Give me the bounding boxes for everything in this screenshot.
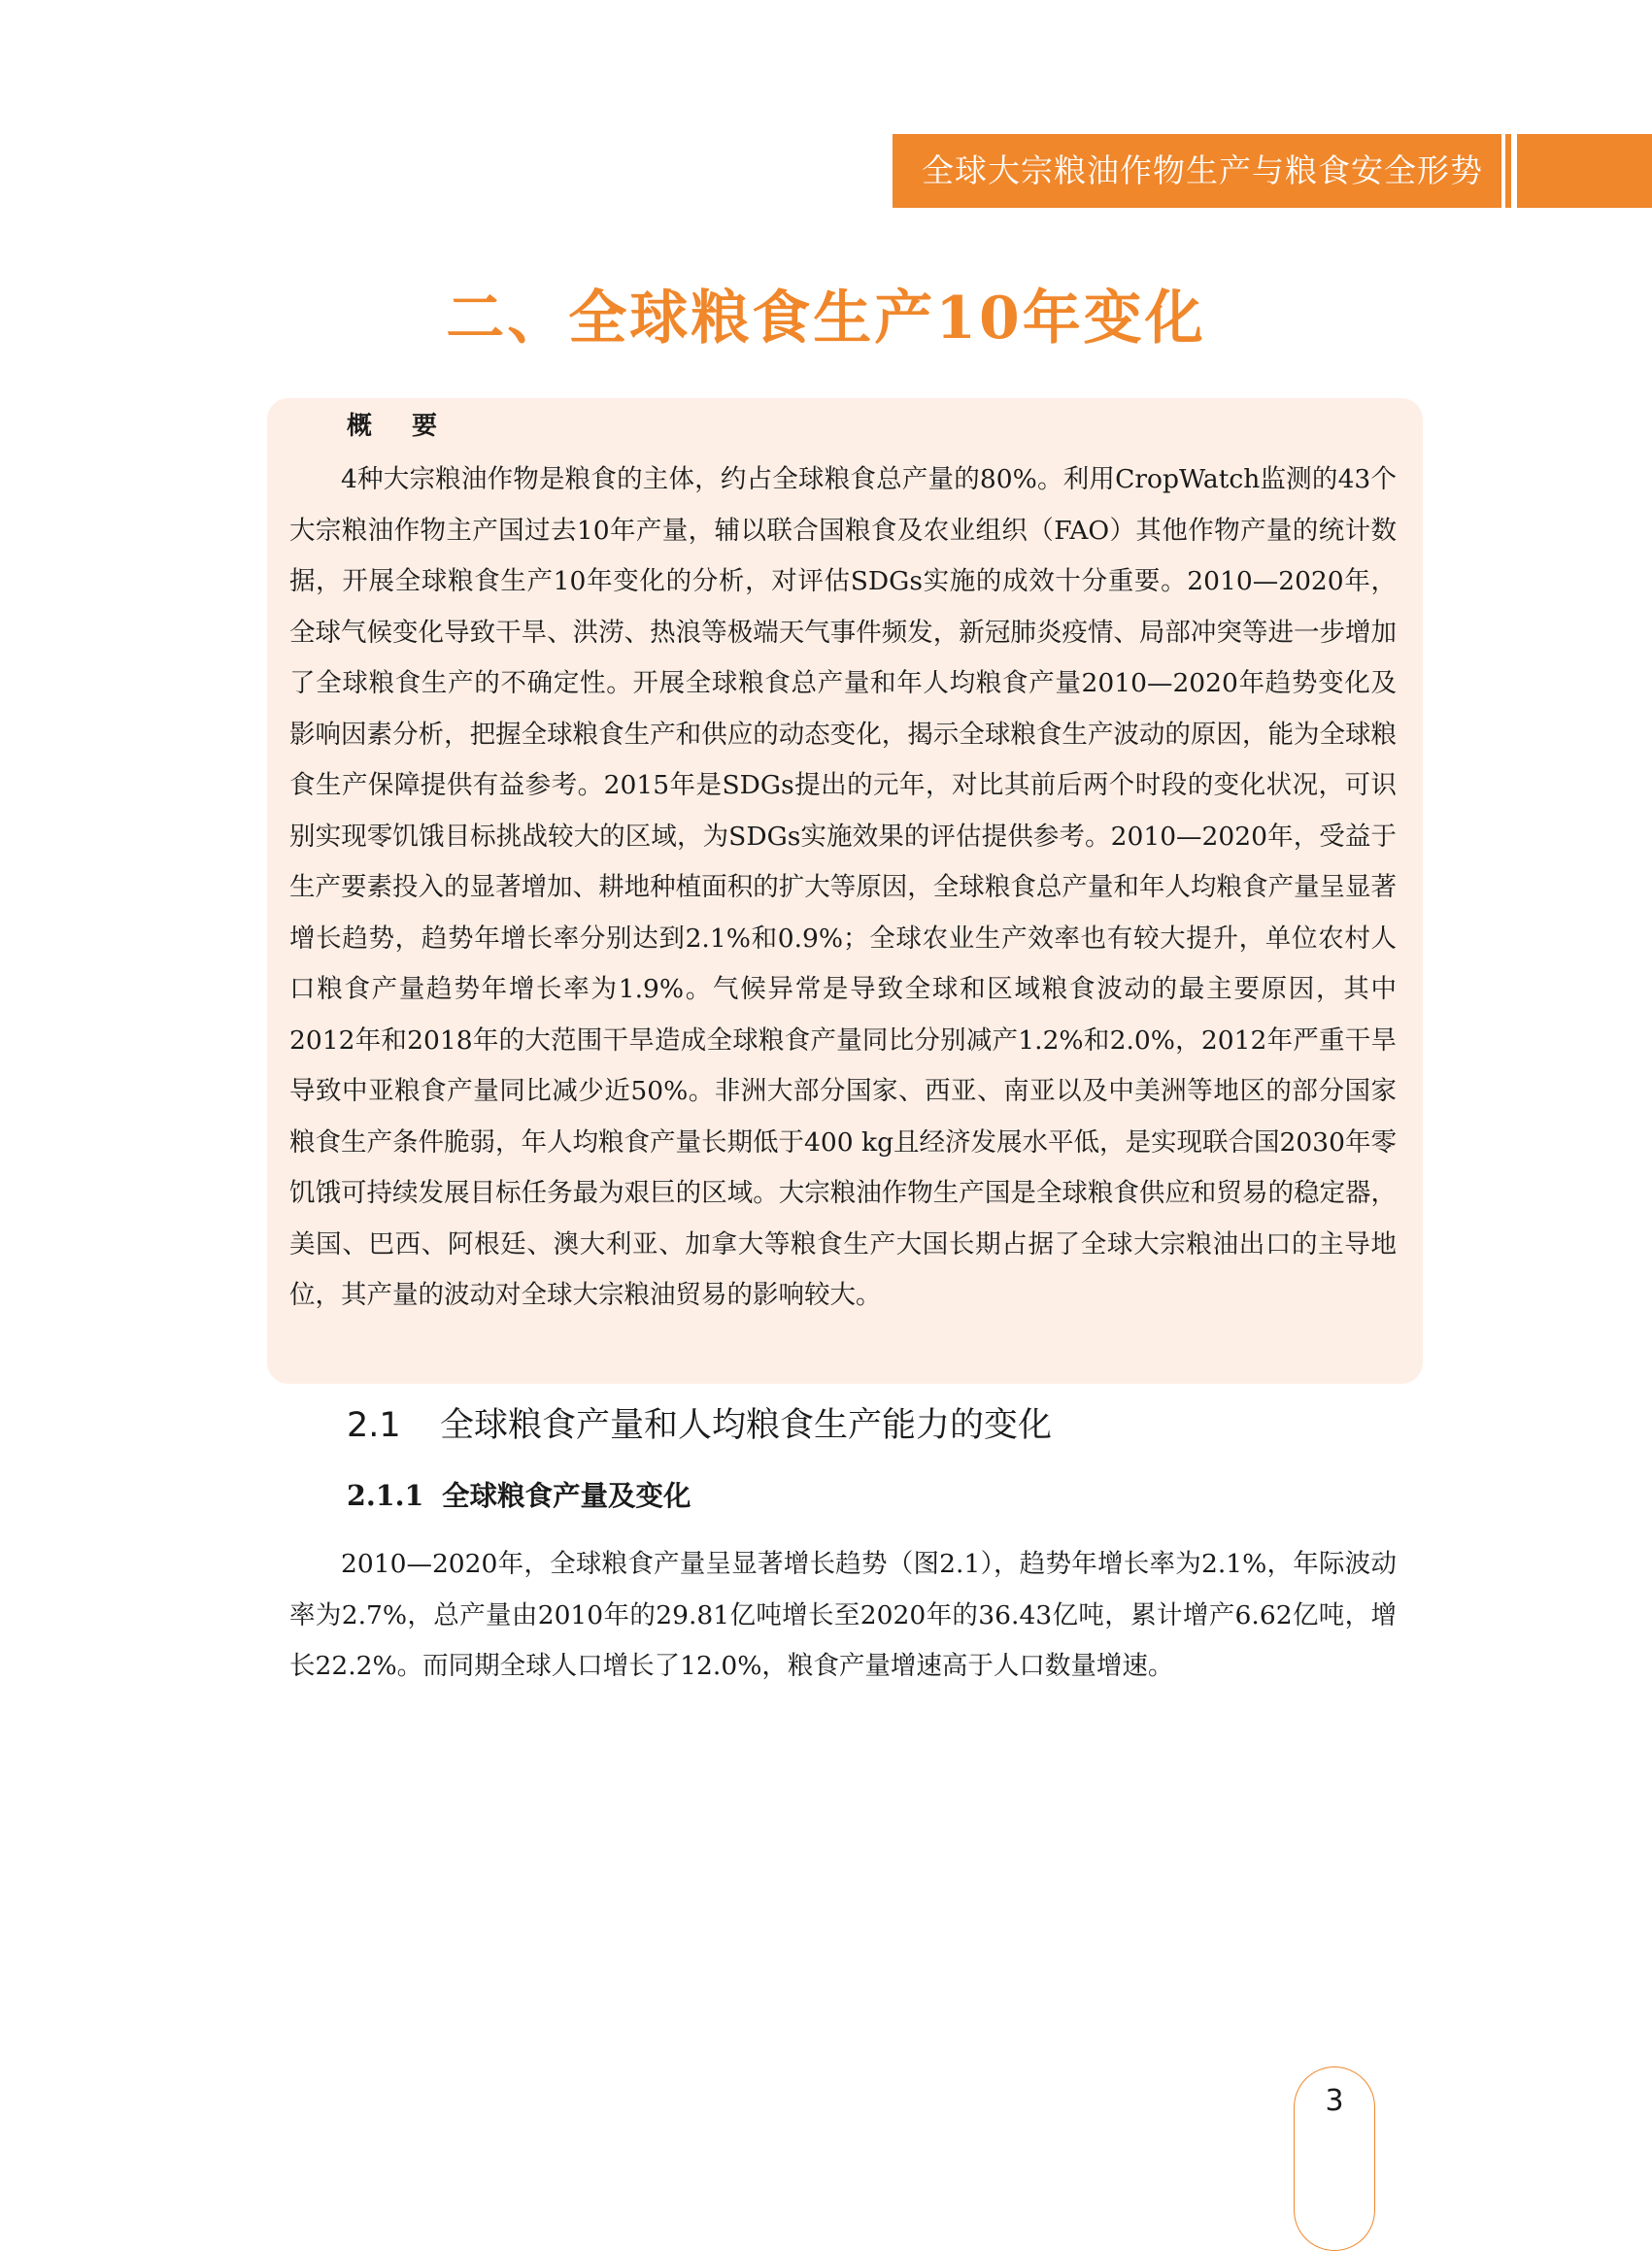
summary-paragraph: 4种大宗粮油作物是粮食的主体，约占全球粮食总产量的80%。利用CropWatch监测的43个大宗粮油作物主产国过去10年产量，辅以联合国粮食及农业组织（FAO）其他作物产量的统计数据，开展全球粮食生产10年变化的分析，对评估SDGs实施的成效十分重要。2010—2020年，全球气候变化导致干旱、洪涝、热浪等极端天气事件频发，新冠肺炎疫情、局部冲突等进一步增加了全球粮食生产的不确定性。开展全球粮食总产量和年人均粮食产量2010—2020年趋势变化及影响因素分析，把握全球粮食生产和供应的动态变化，揭示全球粮食生产波动的原因，能为全球粮食生产保障提供有益参考。2015年是SDGs提出的元年，对比其前后两个时段的变化状况，可识别实现零饥饿目标挑战较大的区域，为SDGs实施效果的评估提供参考。2010—2020年，受益于生产要素投入的显著增加、耕地种植面积的扩大等原因，全球粮食总产量和年人均粮食产量呈显著增长趋势，趋势年增长率分别达到2.1%和0.9%；全球农业生产效率也有较大提升，单位农村人口粮食产量趋势年增长率为1.9%。气候异常是导致全球和区域粮食波动的最主要原因，其中2012年和2018年的大范围干旱造成全球粮食产量同比分别减产1.2%和2.0%，2012年严重干旱导致中亚粮食产量同比减少近50%。非洲大部分国家、西亚、南亚以及中美洲等地区的部分国家粮食生产条件脆弱，年人均粮食产量长期低于400 kg且经济发展水平低，是实现联合国2030年零饥饿可持续发展目标任务最为艰巨的区域。大宗粮油作物生产国是全球粮食供应和贸易的稳定器，美国、巴西、阿根廷、澳大利亚、加拿大等粮食生产大国长期占据了全球大宗粮油出口的主导地位，其产量的波动对全球大宗粮油贸易的影响较大。 (289, 464, 1397, 1310)
header-decor-stripe (1505, 134, 1511, 208)
page-number: 3 (1325, 2084, 1344, 2118)
chapter-title: 二、全球粮食生产10年变化 (446, 285, 1206, 353)
section-heading (347, 1398, 1052, 1447)
body-paragraph: 2010—2020年，全球粮食产量呈显著增长趋势（图2.1），趋势年增长率为2.1%，年际波动率为2.7%，总产量由2010年的29.81亿吨增长至2020年的36.43亿吨，累计增产6.62亿吨，增长22.2%。而同期全球人口增长了12.0%，粮食产量增速高于人口数量增速。 (289, 1549, 1397, 1681)
summary-title: 概 要 (347, 412, 454, 441)
section-number: 2.1 (347, 1406, 401, 1445)
subsection-number: 2.1.1 (347, 1479, 424, 1512)
subsection-title: 全球粮食产量及变化 (442, 1479, 691, 1512)
section-title: 全球粮食产量和人均粮食生产能力的变化 (440, 1406, 1053, 1445)
subsection-heading (347, 1474, 691, 1514)
header-decor-block (1517, 134, 1652, 208)
running-header: 全球大宗粮油作物生产与粮食安全形势 (893, 134, 1501, 208)
